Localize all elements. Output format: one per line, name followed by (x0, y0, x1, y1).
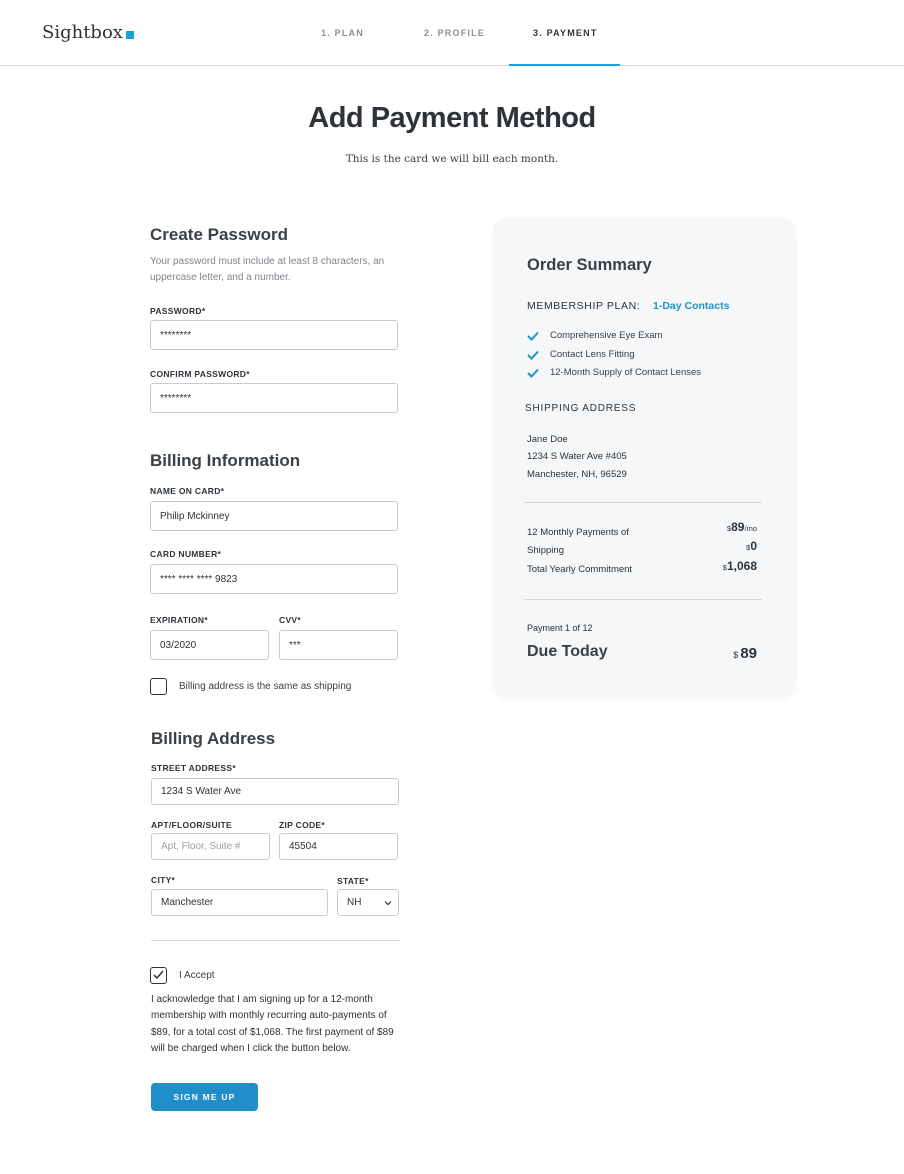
state-label: STATE* (337, 876, 369, 886)
password-input[interactable]: ******** (150, 320, 398, 350)
monthly-payment-amount: $89/mo (726, 520, 757, 534)
checkmark-icon (153, 970, 164, 980)
shipping-amount: $0 (746, 539, 757, 553)
address-line: Manchester, NH, 96529 (527, 469, 627, 480)
checkmark-icon (527, 368, 539, 378)
cvv-input[interactable]: *** (279, 630, 398, 660)
create-password-heading: Create Password (150, 225, 288, 244)
summary-divider (524, 502, 762, 503)
step-plan[interactable]: 1. PLAN (321, 28, 364, 38)
expiration-input[interactable]: 03/2020 (150, 630, 269, 660)
feature-item (527, 349, 635, 360)
address-line: Jane Doe (527, 434, 568, 445)
expiration-label: EXPIRATION* (150, 615, 208, 625)
checkout-steps (0, 0, 904, 66)
page-subtitle: This is the card we will bill each month. (345, 153, 559, 165)
acknowledgement-text: I acknowledge that I am signing up for a 12-month membership with monthly recurring auto-payments of $89, for a total cost of $1,068. The first payment of $89 will be charged when I click the button below. (151, 994, 394, 1054)
card-number-label: CARD NUMBER* (150, 549, 222, 559)
cvv-label: CVV* (279, 615, 301, 625)
name-on-card-label: NAME ON CARD* (150, 486, 225, 496)
logo-text: Sightbox (42, 22, 123, 43)
order-summary-card (494, 218, 795, 696)
due-today-amount: $ 89 (733, 645, 757, 662)
zip-code-label: ZIP CODE* (279, 820, 325, 830)
sign-me-up-button[interactable]: SIGN ME UP (151, 1083, 258, 1111)
page-title: Add Payment Method (308, 102, 596, 134)
step-profile[interactable]: 2. PROFILE (424, 28, 486, 38)
due-today-label: Due Today (527, 643, 608, 660)
active-step-indicator (509, 64, 620, 66)
feature-item (527, 367, 701, 378)
apt-label: APT/FLOOR/SUITE (151, 820, 232, 830)
monthly-payments-label: 12 Monthly Payments of (527, 527, 629, 538)
password-help-text: Your password must include at least 8 characters, an uppercase letter, and a number. (150, 256, 385, 283)
feature-item (527, 330, 662, 341)
confirm-password-input[interactable]: ******** (150, 383, 398, 413)
same-as-shipping-checkbox[interactable] (150, 678, 167, 695)
feature-label: Comprehensive Eye Exam (550, 330, 663, 341)
membership-plan-value: 1-Day Contacts (653, 300, 730, 312)
membership-plan-label: MEMBERSHIP PLAN: (527, 300, 641, 312)
state-select[interactable] (337, 889, 399, 916)
shipping-address-heading: SHIPPING ADDRESS (525, 403, 637, 414)
total-commitment-amount: $1,068 (722, 559, 757, 573)
street-address-label: STREET ADDRESS* (151, 763, 236, 773)
same-as-shipping-label: Billing address is the same as shipping (179, 681, 352, 692)
apt-input[interactable]: Apt, Floor, Suite # (151, 833, 270, 860)
city-label: CITY* (151, 875, 176, 885)
top-nav (0, 0, 904, 66)
confirm-password-label: CONFIRM PASSWORD* (150, 369, 250, 379)
address-line: 1234 S Water Ave #405 (527, 451, 627, 462)
feature-label: 12-Month Supply of Contact Lenses (550, 367, 702, 378)
billing-information-heading: Billing Information (150, 451, 301, 470)
zip-code-input[interactable]: 45504 (279, 833, 398, 860)
billing-address-heading: Billing Address (151, 729, 276, 748)
total-commitment-label: Total Yearly Commitment (527, 564, 633, 575)
step-payment[interactable]: 3. PAYMENT (533, 28, 598, 38)
form-divider (151, 940, 400, 941)
checkmark-icon (527, 350, 539, 360)
state-select-value: NH (347, 897, 362, 908)
name-on-card-input[interactable]: Philip Mckinney (150, 501, 398, 531)
card-number-input[interactable]: **** **** **** 9823 (150, 564, 398, 594)
accept-label: I Accept (179, 970, 215, 981)
shipping-label: Shipping (527, 545, 564, 556)
summary-divider (524, 599, 762, 600)
accept-checkbox[interactable] (150, 967, 167, 984)
payment-count: Payment 1 of 12 (527, 623, 593, 633)
street-address-input[interactable]: 1234 S Water Ave (151, 778, 399, 805)
chevron-down-icon (384, 898, 392, 908)
city-input[interactable]: Manchester (151, 889, 328, 916)
feature-label: Contact Lens Fitting (550, 349, 635, 360)
checkmark-icon (527, 331, 539, 341)
password-label: PASSWORD* (150, 306, 206, 316)
order-summary-title: Order Summary (527, 256, 652, 274)
